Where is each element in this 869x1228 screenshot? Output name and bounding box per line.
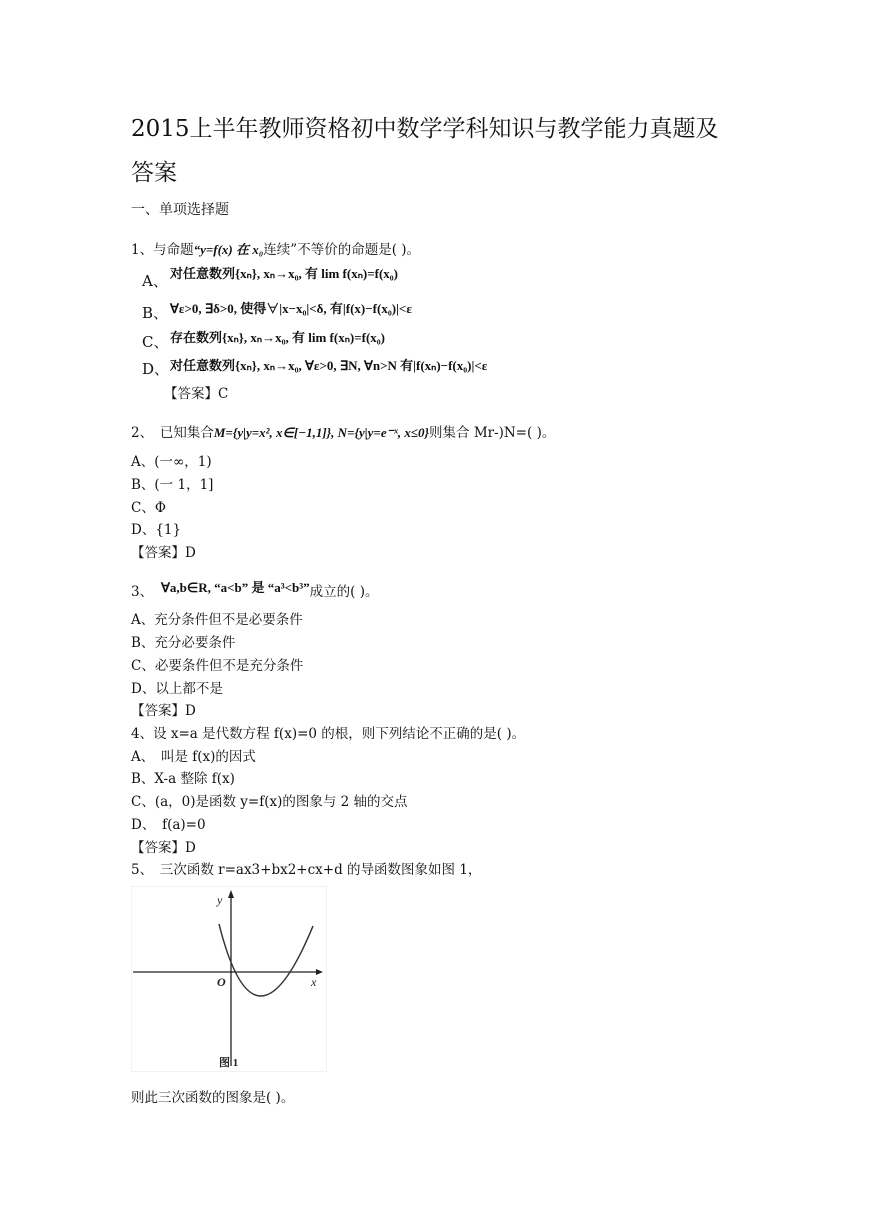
question-2-formula: M={y|y=x², x∈[−1,1]}, N={y|y=e⁻ˣ, x≤0} [213,425,430,440]
option-formula: 对任意数列{xₙ}, xₙ→x₀, ∀ε>0, ∃N, ∀n>N 有|f(xₙ)−f(x₀)|<ε [170,358,488,373]
question-1-prefix: 1、与命题 [131,242,194,258]
question-1-option-a [142,266,399,291]
question-2-option-a: A、(一∞，1) [131,454,212,470]
question-3-suffix: 成立的( )。 [309,584,379,600]
option-formula: 存在数列{xₙ}, xₙ→x₀, 有 lim f(xₙ)=f(x₀) [170,330,386,345]
document-title-line1: 2015上半年教师资格初中数学学科知识与教学能力真题及 [131,116,719,142]
option-formula: 对任意数列{xₙ}, xₙ→x₀, 有 lim f(xₙ)=f(x₀) [170,266,399,281]
question-1-suffix: 连续”不等价的命题是( )。 [263,242,421,258]
question-3-option-c: C、必要条件但不是充分条件 [131,658,304,674]
y-axis-label: y [217,893,223,907]
question-1-stem [131,238,420,258]
question-2-prefix: 2、 已知集合 [131,425,214,441]
figure-caption: 图 1 [219,1057,239,1069]
question-3-formula: ∀a,b∈R, “a<b” 是 “a³<b³” [161,580,310,595]
question-2-option-b: B、(一 1，1] [131,477,214,493]
question-3-option-a: A、充分条件但不是必要条件 [131,612,303,628]
question-2-answer: 【答案】D [131,545,196,561]
question-1-formula: “y=f(x) 在 x₀ [193,242,264,257]
section-heading: 一、单项选择题 [131,202,229,218]
figure-1 [131,886,327,1072]
option-formula: ∀ε>0, ∃δ>0, 使得∀|x−x₀|<δ, 有|f(x)−f(x₀)|<ε [170,301,412,316]
question-4-stem: 4、设 x=a 是代数方程 f(x)=0 的根，则下列结论不正确的是( )。 [131,726,526,742]
option-label: B、 [142,304,169,322]
question-1-answer: 【答案】C [164,386,229,402]
option-label: A、 [142,272,168,290]
question-4-option-c: C、(a，0)是函数 y=f(x)的图象与 2 轴的交点 [131,794,408,810]
question-4-option-d: D、 f(a)=0 [131,817,206,833]
question-1-option-c [142,331,385,352]
question-2-option-d: D、{1} [131,522,182,538]
origin-label: O [217,975,226,989]
question-3-option-d: D、以上都不是 [131,681,223,697]
document-title-line2: 答案 [131,160,177,186]
question-2-option-c: C、Φ [131,500,166,516]
option-label: D、 [142,360,170,378]
option-label: C、 [142,333,169,351]
question-4-option-b: B、X-a 整除 f(x) [131,771,235,787]
question-4-answer: 【答案】D [131,840,196,856]
question-1-option-d [142,358,487,379]
question-3-prefix: 3、 [131,584,154,600]
question-2-stem [131,421,555,441]
question-1-option-b [142,302,412,323]
question-5-stem: 5、 三次函数 r=ax3+bx2+cx+d 的导函数图象如图 1， [131,862,482,878]
derivative-graph [131,886,327,1072]
question-4-option-a: A、 叫是 f(x)的因式 [131,749,256,765]
question-3-answer: 【答案】D [131,703,196,719]
question-3-stem [131,580,378,600]
question-5-prompt: 则此三次函数的图象是( )。 [131,1090,295,1106]
question-3-option-b: B、充分必要条件 [131,635,236,651]
question-2-suffix: 则集合 Mr-)N=( )。 [429,425,556,441]
x-axis-label: x [311,975,317,989]
